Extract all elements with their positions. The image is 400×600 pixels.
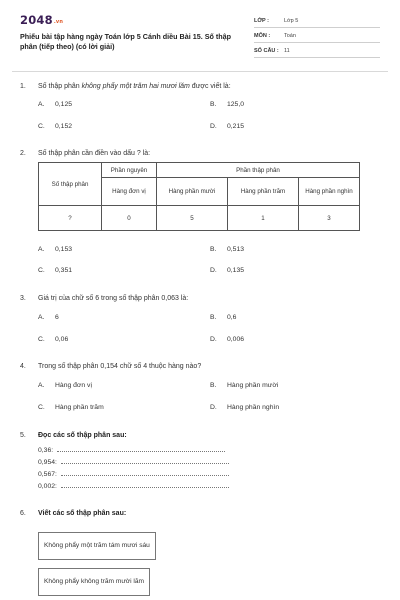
q5-item-4: 0,002: <box>38 481 229 490</box>
question-text-italic: không phẩy một trăm hai mươi lăm <box>81 83 190 90</box>
answer-line[interactable] <box>61 469 229 476</box>
question-1 <box>20 83 231 90</box>
table-col-units: Hàng đơn vị <box>102 178 157 206</box>
q3-option-b[interactable]: B. 0,6 <box>210 314 237 321</box>
meta-count-label: SỐ CÂU : <box>254 48 279 54</box>
question-number: 4. <box>20 363 26 370</box>
q2-option-a[interactable]: A. 0,153 <box>38 246 73 253</box>
question-text: Số thập phân <box>38 83 82 90</box>
meta-class <box>254 16 380 28</box>
logo-text: 2048 <box>20 13 53 27</box>
meta-class-label: LỚP : <box>254 18 269 24</box>
question-2 <box>20 150 150 157</box>
q1-option-a[interactable]: A. 0,125 <box>38 101 73 108</box>
question-text: Giá trị của chữ số 6 trong số thập phân 0,063 là: <box>38 295 189 302</box>
meta-subject-label: MÔN : <box>254 33 271 39</box>
question-number: 3. <box>20 295 26 302</box>
answer-line[interactable] <box>61 457 229 464</box>
question-number: 2. <box>20 150 26 157</box>
table-cell-tenths: 5 <box>157 206 228 231</box>
question-5 <box>20 432 127 439</box>
table-cell-thousandths: 3 <box>299 206 360 231</box>
meta-subject <box>254 31 380 43</box>
table-cell-number: ? <box>39 206 102 231</box>
table-cell-hundredths: 1 <box>228 206 299 231</box>
table-header-integer: Phần nguyên <box>102 163 157 178</box>
question-3 <box>20 295 188 302</box>
question-text: Đọc các số thập phân sau: <box>38 432 127 439</box>
question-number: 6. <box>20 510 26 517</box>
q4-option-b[interactable]: B. Hàng phần mười <box>210 382 279 389</box>
answer-line[interactable] <box>61 481 229 488</box>
decimal-place-table <box>38 162 360 231</box>
q2-option-b[interactable]: B. 0,513 <box>210 246 245 253</box>
q1-option-d[interactable]: D. 0,215 <box>210 123 245 130</box>
table-header-decimal: Phần thập phân <box>157 163 360 178</box>
question-number: 5. <box>20 432 26 439</box>
q1-option-b[interactable]: B. 125,0 <box>210 101 245 108</box>
meta-count-value: 11 <box>284 48 290 54</box>
question-6 <box>20 510 126 517</box>
logo-suffix: .vn <box>53 19 64 25</box>
site-logo[interactable] <box>20 13 63 27</box>
q5-item-2: 0,954: <box>38 457 229 466</box>
q4-option-a[interactable]: A. Hàng đơn vị <box>38 382 92 389</box>
question-number: 1. <box>20 83 26 90</box>
meta-count <box>254 46 380 58</box>
q3-option-c[interactable]: C. 0,06 <box>38 336 69 343</box>
q2-option-d[interactable]: D. 0,135 <box>210 267 245 274</box>
q4-option-d[interactable]: D. Hàng phần nghìn <box>210 404 280 411</box>
q6-box-1: Không phẩy một trăm tám mươi sáu <box>38 532 156 560</box>
q3-option-a[interactable]: A. 6 <box>38 314 59 321</box>
table-col-tenths: Hàng phần mười <box>157 178 228 206</box>
q2-option-c[interactable]: C. 0,351 <box>38 267 73 274</box>
question-text: Số thập phân cần điền vào dấu ? là: <box>38 150 151 157</box>
meta-subject-value: Toán <box>284 33 296 39</box>
header-divider <box>12 71 388 72</box>
q4-option-c[interactable]: C. Hàng phần trăm <box>38 404 104 411</box>
q5-item-3: 0,567: <box>38 469 229 478</box>
table-cell-units: 0 <box>102 206 157 231</box>
meta-class-value: Lớp 5 <box>284 18 299 24</box>
table-col-hundredths: Hàng phần trăm <box>228 178 299 206</box>
table-col-thousandths: Hàng phần nghìn <box>299 178 360 206</box>
page-title: Phiếu bài tập hàng ngày Toán lớp 5 Cánh diều Bài 15. Số thập phân (tiếp theo) (có lời giải) <box>20 32 232 51</box>
question-text: Trong số thập phân 0,154 chữ số 4 thuộc hàng nào? <box>38 363 202 370</box>
answer-line[interactable] <box>57 445 225 452</box>
question-text: Viết các số thập phân sau: <box>38 510 127 517</box>
q5-item-1: 0,36: <box>38 445 225 454</box>
table-header-number: Số thập phân <box>39 163 102 206</box>
q1-option-c[interactable]: C. 0,152 <box>38 123 73 130</box>
question-4 <box>20 363 201 370</box>
q3-option-d[interactable]: D. 0,006 <box>210 336 245 343</box>
q6-box-2: Không phẩy không trăm mười lăm <box>38 568 150 596</box>
question-text-end: được viết là: <box>189 83 231 90</box>
